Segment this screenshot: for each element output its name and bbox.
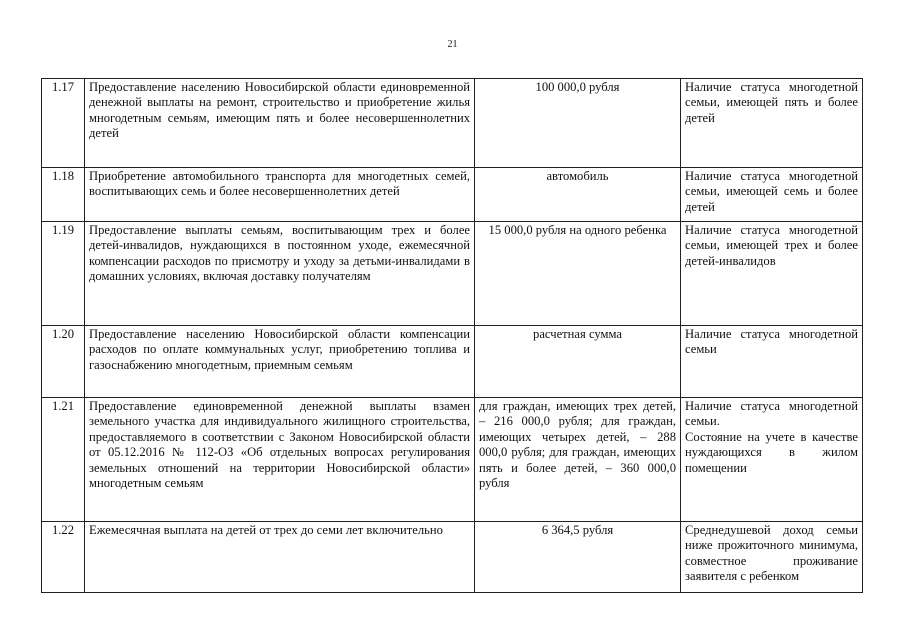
row-number: 1.17 [42, 79, 85, 168]
row-number: 1.22 [42, 522, 85, 593]
row-condition: Наличие статуса многодетной семьи, имеющей пять и более детей [681, 79, 863, 168]
table-row [42, 398, 863, 522]
row-amount: 100 000,0 рубля [475, 79, 681, 168]
row-condition: Наличие статуса многодетной семьи, имеющей семь и более детей [681, 168, 863, 222]
row-description: Ежемесячная выплата на детей от трех до семи лет включительно [85, 522, 475, 593]
row-number: 1.20 [42, 326, 85, 398]
row-condition [681, 398, 863, 522]
row-description: Приобретение автомобильного транспорта для многодетных семей, воспитывающих семь и более несовершеннолетних детей [85, 168, 475, 222]
row-condition: Наличие статуса многодетной семьи [681, 326, 863, 398]
condition-line: Наличие статуса многодетной семьи. [685, 399, 858, 429]
row-number: 1.18 [42, 168, 85, 222]
row-description: Предоставление выплаты семьям, воспитывающим трех и более детей-инвалидов, нуждающихся в постоянном уходе, ежемесячной компенсации расходов по присмотру и уходу за детьми-инвалидами в домашних условиях, включая доставку получателям [85, 222, 475, 326]
row-description: Предоставление населению Новосибирской области единовременной денежной выплаты на ремонт, строительство и приобретение жилья многодетным семьям, имеющим пять и более несовершеннолетних детей [85, 79, 475, 168]
row-amount: автомобиль [475, 168, 681, 222]
row-description: Предоставление населению Новосибирской области компенсации расходов по оплате коммунальных услуг, приобретению топлива и газоснабжению многодетным, приемным семьям [85, 326, 475, 398]
table-row [42, 222, 863, 326]
page-number: 21 [447, 39, 458, 50]
row-condition: Наличие статуса многодетной семьи, имеющей трех и более детей-инвалидов [681, 222, 863, 326]
table-row [42, 326, 863, 398]
row-amount: для граждан, имеющих трех детей, – 216 000,0 рубля; для граждан, имеющих четырех детей, – 288 000,0 рубля; для граждан, имеющих пять и более детей, – 360 000,0 рубля [475, 398, 681, 522]
table-row [42, 522, 863, 593]
table-row [42, 168, 863, 222]
row-amount: 6 364,5 рубля [475, 522, 681, 593]
benefits-table [41, 78, 863, 593]
row-number: 1.19 [42, 222, 85, 326]
row-amount: 15 000,0 рубля на одного ребенка [475, 222, 681, 326]
row-condition: Среднедушевой доход семьи ниже прожиточного минимума, совместное проживание заявителя с ребенком [681, 522, 863, 593]
row-description: Предоставление единовременной денежной выплаты взамен земельного участка для индивидуального жилищного строительства, предоставляемого в соответствии с Законом Новосибирской области от 05.12.2016 № 112-ОЗ «Об отдельных вопросах регулирования земельных отношений на территории Новосибирской области» многодетным семьям [85, 398, 475, 522]
row-number: 1.21 [42, 398, 85, 522]
table-row [42, 79, 863, 168]
row-amount: расчетная сумма [475, 326, 681, 398]
condition-line: Состояние на учете в качестве нуждающихся в жилом помещении [685, 429, 858, 475]
